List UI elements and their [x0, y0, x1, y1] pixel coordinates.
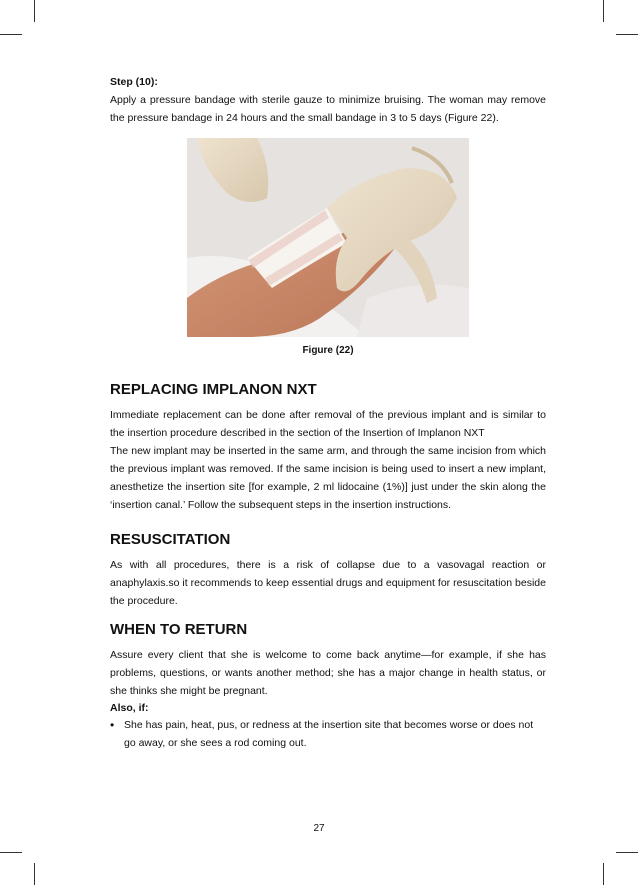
- replacing-paragraph-2: The new implant may be inserted in the same arm, and through the same incision from which the previous implant was removed. If the same incision is being used to insert a new implant, anesthetize the insertion site [for example, 2 ml lidocaine (1%)] just under the skin along the ‘insertion canal.’ Follow the subsequent steps in the insertion instructions.: [110, 445, 546, 511]
- resuscitation-paragraph: As with all procedures, there is a risk of collapse due to a vasovagal reaction or anaphylaxis.so it recommends to keep essential drugs and equipment for resuscitation beside the procedure.: [110, 559, 546, 607]
- heading-resuscitation: RESUSCITATION: [110, 531, 231, 548]
- when-to-return-paragraph: Assure every client that she is welcome to come back anytime—for example, if she has problems, questions, or wants another method; she has a major change in health status, or she thinks she might be pregnant.: [110, 649, 546, 697]
- crop-mark-top-right-v: [603, 0, 604, 22]
- figure-22-photo: [187, 138, 469, 337]
- crop-mark-bottom-right-h: [616, 852, 638, 853]
- bullet-icon: •: [110, 718, 115, 732]
- crop-mark-top-left-v: [34, 0, 35, 22]
- crop-mark-top-right-h: [616, 34, 638, 35]
- heading-replacing-implanon: REPLACING IMPLANON NXT: [110, 381, 317, 398]
- list-item: [110, 716, 546, 752]
- crop-mark-bottom-right-v: [603, 863, 604, 885]
- figure-22-caption: Figure (22): [302, 345, 354, 356]
- page-content: [110, 74, 546, 752]
- crop-mark-bottom-left-h: [0, 852, 22, 853]
- step-10-text: Apply a pressure bandage with sterile gauze to minimize bruising. The woman may remove the pressure bandage in 24 hours and the small bandage in 3 to 5 days (Figure 22).: [110, 94, 546, 124]
- bullet-text: She has pain, heat, pus, or redness at the insertion site that becomes worse or does not go away, or she sees a rod coming out.: [124, 719, 534, 749]
- replacing-paragraph-1: Immediate replacement can be done after removal of the previous implant and is similar to the insertion procedure described in the section of the Insertion of Implanon NXT: [110, 409, 546, 439]
- heading-when-to-return: WHEN TO RETURN: [110, 621, 248, 638]
- crop-mark-top-left-h: [0, 34, 22, 35]
- page-number: 27: [313, 823, 325, 834]
- crop-mark-bottom-left-v: [34, 863, 35, 885]
- bandaged-arm-photo-icon: [187, 138, 469, 337]
- also-if-label: Also, if:: [110, 702, 149, 714]
- step-10-label: Step (10):: [110, 76, 158, 88]
